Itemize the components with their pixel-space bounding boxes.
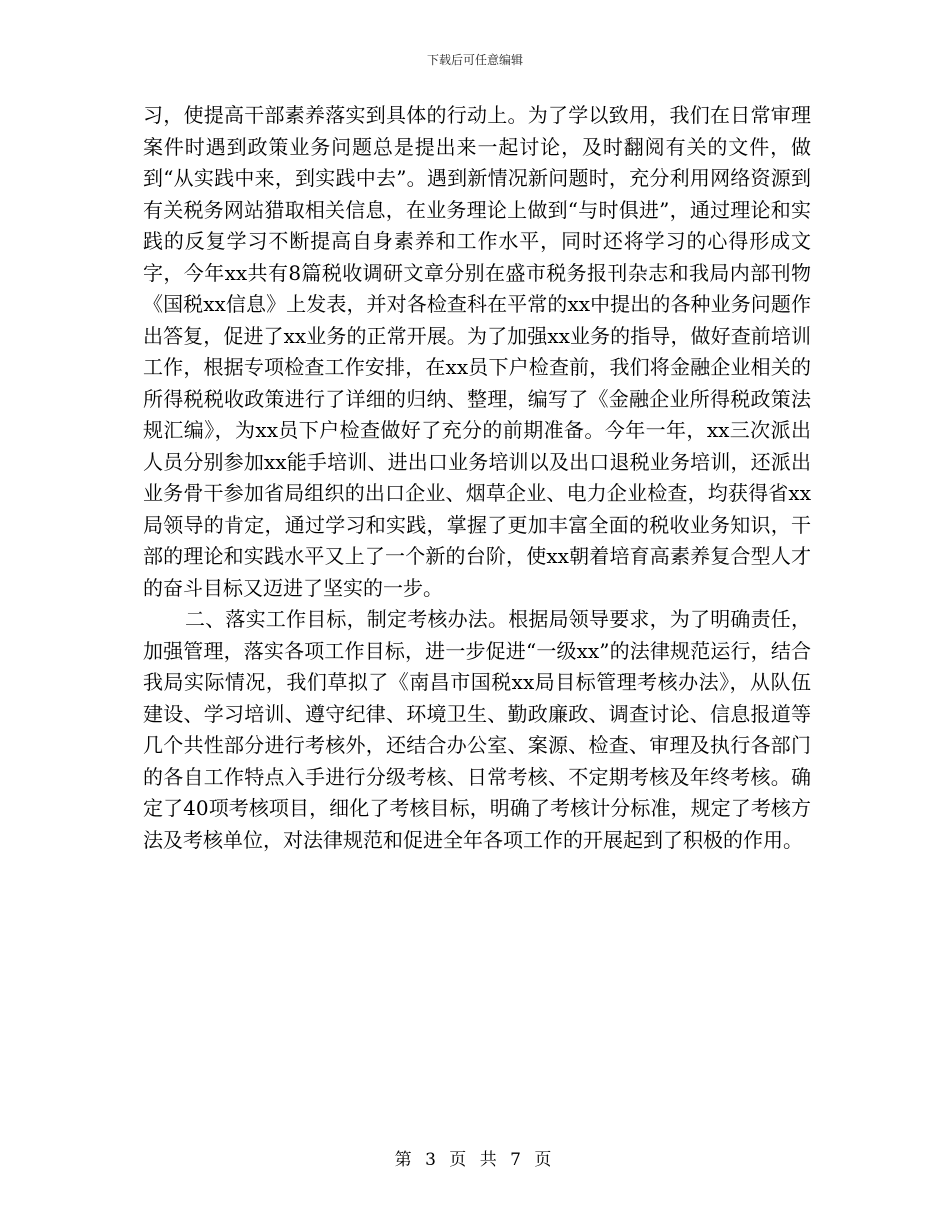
paragraph-continuation: 习，使提高干部素养落实到具体的行动上。为了学以致用，我们在日常审理案件时遇到政策业务问题总是提出来一起讨论，及时翻阅有关的文件，做到“从实践中来，到实践中去”。遇到新情况新问题时，充分利用网络资源到有关税务网站猎取相关信息，在业务理论上做到“与时俱进”，通过理论和实践的反复学习不断提高自身素养和工作水平，同时还将学习的心得形成文字，今年xx共有8篇税收调研文章分别在盛市税务报刊杂志和我局内部刊物《国税xx信息》上发表，并对各检查科在平常的xx中提出的各种业务问题作出答复，促进了xx业务的正常开展。为了加强xx业务的指导，做好查前培训工作，根据专项检查工作安排，在xx员下户检查前，我们将金融企业相关的所得税税收政策进行了详细的归纳、整理，编写了《金融企业所得税政策法规汇编》，为xx员下户检查做好了充分的前期准备。今年一年，xx三次派出人员分别参加xx能手培训、进出口业务培训以及出口退税业务培训，还派出业务骨干参加省局组织的出口企业、烟草企业、电力企业检查，均获得省xx局领导的肯定，通过学习和实践，掌握了更加丰富全面的税收业务知识，干部的理论和实践水平又上了一个新的台阶，使xx朝着培育高素养复合型人才的奋斗目标又迈进了坚实的一步。 [143,103,811,600]
page-number-footer: 第 3 页 共 7 页 [394,1150,556,1170]
document-body [143,100,811,856]
page-header: 下载后可任意编辑 [426,53,523,67]
paragraph-section-two: 二、落实工作目标，制定考核办法。根据局领导要求，为了明确责任，加强管理，落实各项工作目标，进一步促进“一级xx”的法律规范运行，结合我局实际情况，我们草拟了《南昌市国税xx局目标管理考核办法》，从队伍建设、学习培训、遵守纪律、环境卫生、勤政廉政、调查讨论、信息报道等几个共性部分进行考核外，还结合办公室、案源、检查、审理及执行各部门的各自工作特点入手进行分级考核、日常考核、不定期考核及年终考核。确定了40项考核项目，细化了考核目标，明确了考核计分标准，规定了考核方法及考核单位，对法律规范和促进全年各项工作的开展起到了积极的作用。 [143,607,811,852]
